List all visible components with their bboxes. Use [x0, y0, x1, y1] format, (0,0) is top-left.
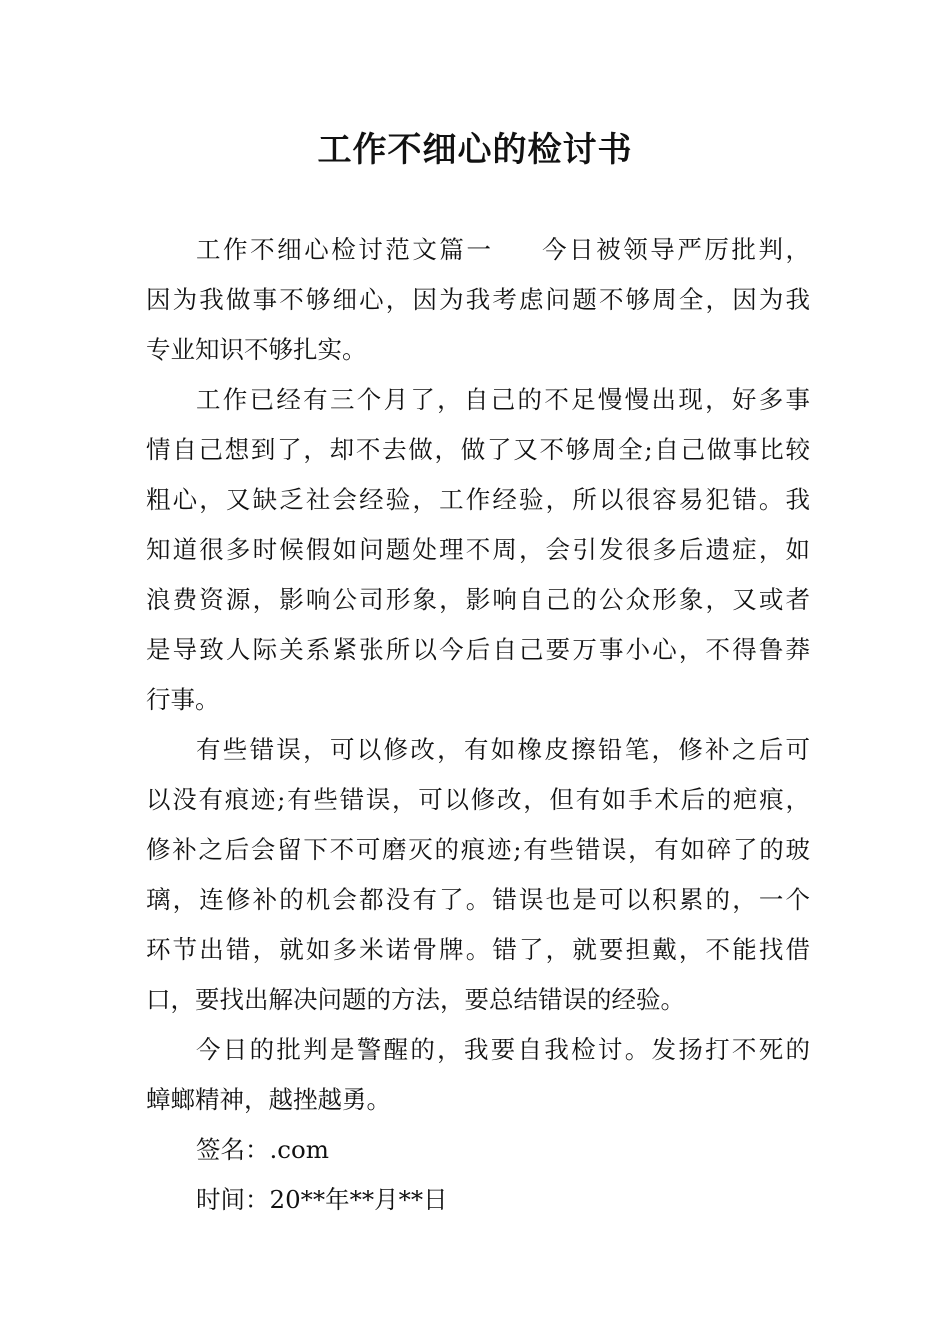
paragraph-line: 粗心，又缺乏社会经验，工作经验，所以很容易犯错。我 — [146, 485, 810, 514]
paragraph-line: 知道很多时候假如问题处理不周，会引发很多后遗症，如 — [146, 535, 810, 564]
paragraph-2 — [146, 375, 810, 725]
paragraph-line: 口，要找出解决问题的方法，要总结错误的经验。 — [146, 985, 685, 1014]
date-line: 时间：20**年**月**日 — [196, 1185, 448, 1214]
paragraph-line: 以没有痕迹;有些错误，可以修改，但有如手术后的疤痕， — [146, 785, 810, 814]
paragraph-line: 修补之后会留下不可磨灭的痕迹;有些错误，有如碎了的玻 — [146, 835, 810, 864]
signature-line: 签名：.com — [196, 1135, 329, 1164]
section-heading: 工作不细心检讨范文篇一 — [196, 235, 494, 264]
paragraph-line: 璃，连修补的机会都没有了。错误也是可以积累的，一个 — [146, 885, 810, 914]
document-body — [146, 225, 810, 1225]
paragraph-4 — [146, 1025, 810, 1125]
paragraph-line: 因为我做事不够细心，因为我考虑问题不够周全，因为我 — [146, 285, 810, 314]
paragraph-line: 情自己想到了，却不去做，做了又不够周全;自己做事比较 — [146, 435, 810, 464]
paragraph-line: 行事。 — [146, 685, 220, 714]
paragraph-line: 有些错误，可以修改，有如橡皮擦铅笔，修补之后可 — [196, 735, 810, 764]
paragraph-line: 浪费资源，影响公司形象，影响自己的公众形象，又或者 — [146, 585, 810, 614]
paragraph-line: 工作已经有三个月了，自己的不足慢慢出现，好多事 — [196, 385, 810, 414]
paragraph-line: 今日的批判是警醒的，我要自我检讨。发扬打不死的 — [196, 1035, 810, 1064]
paragraph-line: 蟑螂精神，越挫越勇。 — [146, 1085, 391, 1114]
paragraph-line: 环节出错，就如多米诺骨牌。错了，就要担戴，不能找借 — [146, 935, 810, 964]
paragraph-line — [146, 225, 810, 275]
paragraph-1 — [146, 225, 810, 375]
document-title: 工作不细心的检讨书 — [317, 130, 633, 170]
paragraph-3 — [146, 725, 810, 1025]
paragraph-line: 专业知识不够扎实。 — [146, 335, 367, 364]
paragraph-text: 今日被领导严厉批判， — [539, 235, 811, 264]
paragraph-line: 是导致人际关系紧张所以今后自己要万事小心，不得鲁莽 — [146, 635, 810, 664]
